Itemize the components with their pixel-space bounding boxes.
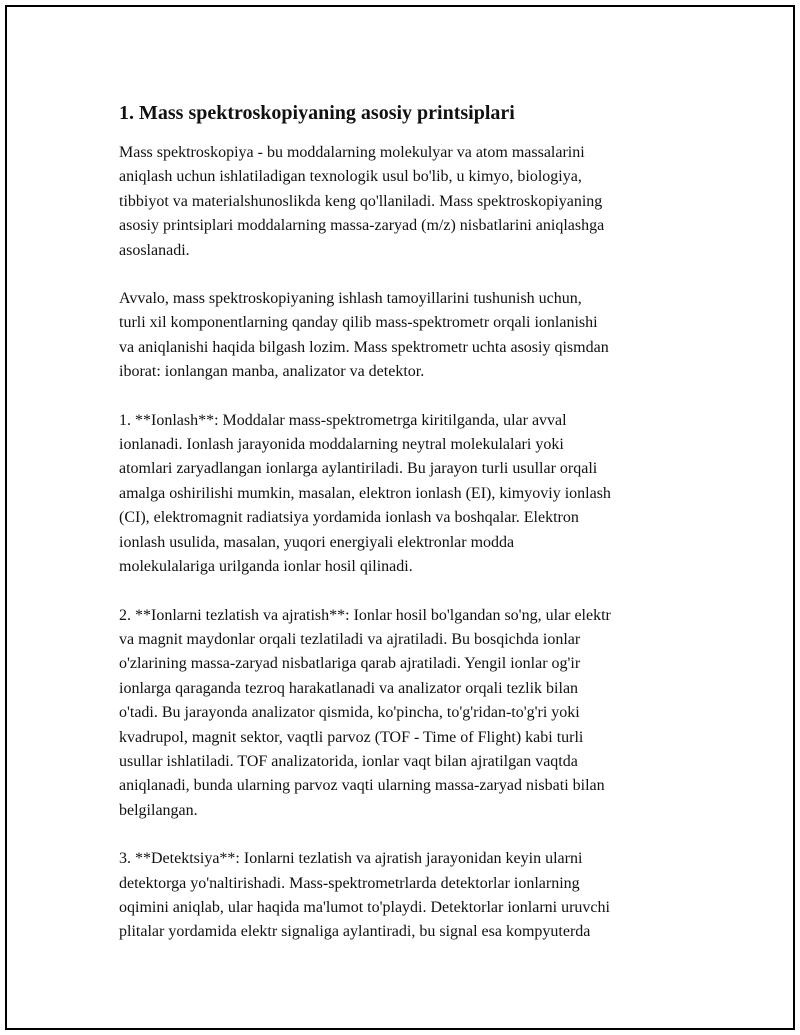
text-line: plitalar yordamida elektr signaliga aylantiradi, bu signal esa kompyuterda [119, 923, 591, 941]
paragraph-list [119, 141, 694, 945]
text-line: ionlash usulida, masalan, yuqori energiyali elektronlar modda [119, 533, 515, 551]
text-line: molekulalariga urilganda ionlar hosil qilinadi. [119, 558, 413, 576]
text-line: o'tadi. Bu jarayonda analizator qismida, ko'pincha, to'g'ridan-to'g'ri yoki [119, 704, 580, 722]
text-line: (CI), elektromagnit radiatsiya yordamida ionlash va boshqalar. Elektron [119, 509, 579, 527]
text-line: o'zlarining massa-zaryad nisbatlariga qarab ajratiladi. Yengil ionlar og'ir [119, 655, 581, 673]
paragraph [119, 287, 694, 385]
text-line: asoslanadi. [119, 241, 190, 259]
text-line: va magnit maydonlar orqali tezlatiladi va ajratiladi. Bu bosqichda ionlar [119, 630, 581, 648]
paragraph [119, 409, 694, 580]
text-line: Mass spektroskopiya - bu moddalarning molekulyar va atom massalarini [119, 144, 585, 161]
text-line: aniqlanadi, bunda ularning parvoz vaqti ularning massa-zaryad nisbati bilan [119, 777, 605, 795]
text-line: belgilangan. [119, 801, 198, 819]
text-line: tibbiyot va materialshunoslikda keng qo'llaniladi. Mass spektroskopiyaning [119, 192, 603, 210]
text-line: va aniqlanishi haqida bilgash lozim. Mass spektrometr uchta asosiy qismdan [119, 338, 609, 356]
text-line: 2. **Ionlarni tezlatish va ajratish**: Ionlar hosil bo'lgandan so'ng, ular elektr [119, 606, 611, 624]
text-line: Avvalo, mass spektroskopiyaning ishlash tamoyillarini tushunish uchun, [119, 290, 582, 308]
text-line: detektorga yo'naltirishadi. Mass-spektrometrlarda detektorlar ionlarning [119, 874, 580, 892]
text-line: ionlanadi. Ionlash jarayonida moddalarning neytral molekulalari yoki [119, 436, 564, 454]
text-line: turli xil komponentlarning qanday qilib mass-spektrometr orqali ionlanishi [119, 314, 598, 332]
paragraph [119, 141, 694, 263]
text-line: aniqlash uchun ishlatiladigan texnologik usul bo'lib, u kimyo, biologiya, [119, 168, 582, 186]
page-frame [5, 5, 795, 1030]
text-line: asosiy printsiplari moddalarning massa-zaryad (m/z) nisbatlarini aniqlashga [119, 217, 605, 235]
text-line: ionlarga qaraganda tezroq harakatlanadi va analizator orqali tezlik bilan [119, 679, 579, 697]
paragraph [119, 604, 694, 824]
text-line: iborat: ionlangan manba, analizator va detektor. [119, 363, 425, 381]
text-line: 3. **Detektsiya**: Ionlarni tezlatish va ajratish jarayonidan keyin ularni [119, 850, 583, 868]
document-body [119, 99, 694, 969]
text-line: 1. **Ionlash**: Moddalar mass-spektrometrga kiritilganda, ular avval [119, 411, 567, 429]
text-line: atomlari zaryadlangan ionlarga aylantiriladi. Bu jarayon turli usullar orqali [119, 460, 598, 478]
text-line: usullar ishlatiladi. TOF analizatorida, ionlar vaqt bilan ajratilgan vaqtda [119, 752, 578, 770]
text-line: oqimini aniqlab, ular haqida ma'lumot to'playdi. Detektorlar ionlarni uruvchi [119, 898, 610, 916]
paragraph [119, 847, 694, 945]
section-heading: 1. Mass spektroskopiyaning asosiy printsiplari [119, 102, 515, 124]
text-line: amalga oshirilishi mumkin, masalan, elektron ionlash (EI), kimyoviy ionlash [119, 484, 611, 502]
text-line: kvadrupol, magnit sektor, vaqtli parvoz (TOF - Time of Flight) kabi turli [119, 728, 584, 746]
